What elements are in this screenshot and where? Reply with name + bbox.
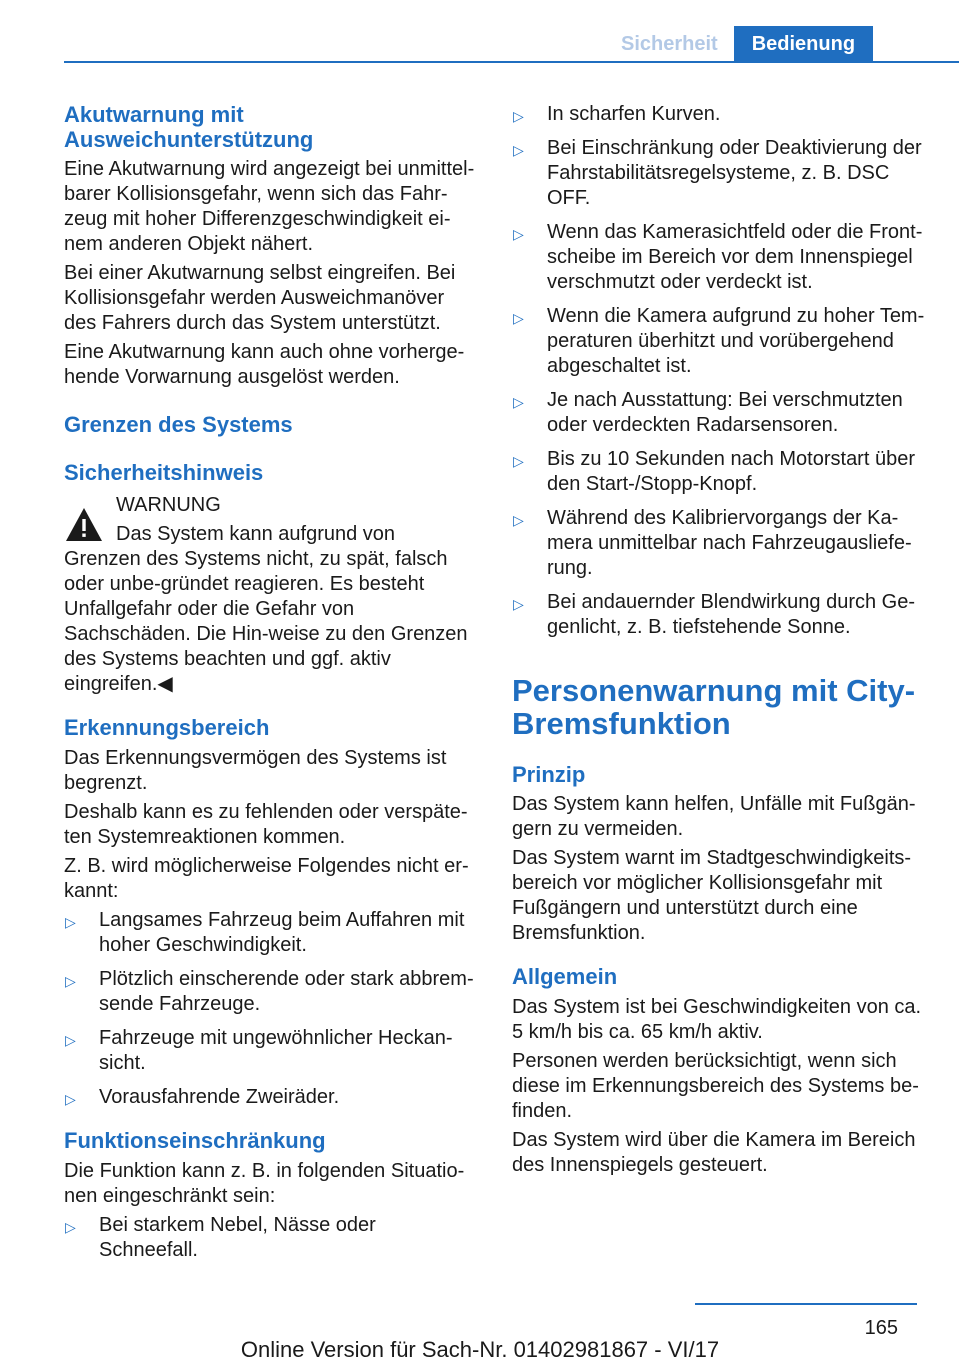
triangle-bullet-icon: ▷ bbox=[513, 108, 524, 124]
list-item bbox=[64, 908, 476, 958]
triangle-bullet-icon: ▷ bbox=[513, 142, 524, 158]
list-item-text: Vorausfahrende Zweiräder. bbox=[99, 1086, 340, 1108]
tab-sicherheit[interactable]: Sicherheit bbox=[605, 26, 734, 62]
online-version-note: Online Version für Sach-Nr. 01402981867 - VI/17 bbox=[240, 1337, 720, 1362]
list-erkennung bbox=[64, 908, 476, 1110]
footer-rule bbox=[695, 1303, 917, 1305]
list-item-text: Bei Einschränkung oder Deaktivierung der Fahrstabilitätsregelsysteme, z. B. DSC OFF. bbox=[547, 137, 922, 209]
paragraph: Das System ist bei Geschwindigkeiten von ca. 5 km/h bis ca. 65 km/h aktiv. bbox=[512, 996, 922, 1043]
list-item-text: Während des Kalibriervorgangs der Ka‐mera unmittelbar nach Fahrzeugausliefe‐rung. bbox=[547, 507, 912, 579]
heading-prinzip: Prinzip bbox=[512, 762, 586, 787]
list-item-text: Bis zu 10 Sekunden nach Motorstart über den Start-/Stopp-Knopf. bbox=[547, 448, 915, 495]
list-item bbox=[64, 1085, 476, 1110]
warning-text: Das System kann aufgrund von Grenzen des Systems nicht, zu spät, falsch oder unbe‐gründet reagieren. Es besteht Unfallgefahr oder die Gefahr von Sachschäden. Die Hin‐weise zu den Grenzen des Systems beachten und ggf. aktiv eingreifen.◀ bbox=[64, 523, 468, 695]
right-column bbox=[512, 102, 925, 1182]
list-item-text: Je nach Ausstattung: Bei verschmutzten oder verdeckten Radarsensoren. bbox=[547, 389, 903, 436]
list-funktion bbox=[64, 1213, 476, 1263]
page-number: 165 bbox=[864, 1317, 898, 1339]
list-item bbox=[512, 590, 925, 640]
triangle-bullet-icon: ▷ bbox=[513, 512, 524, 528]
section-tabs bbox=[605, 26, 873, 62]
triangle-bullet-icon: ▷ bbox=[513, 226, 524, 242]
list-item bbox=[512, 506, 925, 581]
paragraph: Personen werden berücksichtigt, wenn sich diese im Erkennungsbereich des Systems be‐finden. bbox=[512, 1050, 919, 1122]
list-item-text: Wenn die Kamera aufgrund zu hoher Tem‐peraturen überhitzt und vorübergehend abgeschaltet ist. bbox=[547, 305, 925, 377]
heading-allgemein: Allgemein bbox=[512, 964, 618, 989]
triangle-bullet-icon: ▷ bbox=[513, 310, 524, 326]
heading-sicherheitshinweis: Sicherheitshinweis bbox=[64, 460, 264, 485]
triangle-bullet-icon: ▷ bbox=[65, 1091, 76, 1107]
list-item bbox=[512, 388, 925, 438]
list-item-text: In scharfen Kurven. bbox=[547, 103, 721, 125]
paragraph: Das System wird über die Kamera im Bereich des Innenspiegels gesteuert. bbox=[512, 1129, 916, 1176]
list-item-text: Plötzlich einscherende oder stark abbrem‐sende Fahrzeuge. bbox=[99, 968, 474, 1015]
triangle-bullet-icon: ▷ bbox=[65, 914, 76, 930]
triangle-bullet-icon: ▷ bbox=[513, 596, 524, 612]
triangle-bullet-icon: ▷ bbox=[513, 394, 524, 410]
list-item-text: Bei starkem Nebel, Nässe oder Schneefall. bbox=[99, 1214, 376, 1261]
list-item-text: Langsames Fahrzeug beim Auffahren mit hoher Geschwindigkeit. bbox=[99, 909, 465, 956]
paragraph: Deshalb kann es zu fehlenden oder verspäte‐ten Systemreaktionen kommen. bbox=[64, 801, 468, 848]
triangle-bullet-icon: ▷ bbox=[513, 453, 524, 469]
list-item bbox=[64, 1213, 476, 1263]
list-item-text: Bei andauernder Blendwirkung durch Ge‐genlicht, z. B. tiefstehende Sonne. bbox=[547, 591, 915, 638]
list-item bbox=[512, 304, 925, 379]
header-rule bbox=[64, 61, 959, 63]
warning-title: WARNUNG bbox=[116, 494, 221, 516]
heading-personenwarnung: Personenwarnung mit City-Bremsfunktion bbox=[512, 673, 916, 741]
paragraph: Z. B. wird möglicherweise Folgendes nicht er‐kannt: bbox=[64, 855, 469, 902]
left-column bbox=[64, 102, 476, 1272]
paragraph: Eine Akutwarnung wird angezeigt bei unmittel‐barer Kollisionsgefahr, wenn sich das Fahr‐zeug mit hoher Differenzgeschwindigkeit ei‐nem anderen Objekt nähert. bbox=[64, 158, 475, 255]
heading-funktionseinschraenkung: Funktionseinschränkung bbox=[64, 1128, 326, 1153]
list-item-text: Wenn das Kamerasichtfeld oder die Front‐scheibe im Bereich vor dem Innenspiegel verschmutzt oder verdeckt ist. bbox=[547, 221, 923, 293]
list-item-text: Fahrzeuge mit ungewöhnlicher Heckan‐sicht. bbox=[99, 1027, 453, 1074]
list-funktion-continued bbox=[512, 102, 925, 640]
paragraph: Die Funktion kann z. B. in folgenden Situatio‐nen eingeschränkt sein: bbox=[64, 1160, 465, 1207]
warning-triangle-icon bbox=[64, 505, 104, 545]
paragraph: Bei einer Akutwarnung selbst eingreifen. Bei Kollisionsgefahr werden Ausweichmanöver des Fahrers durch das System unterstützt. bbox=[64, 262, 456, 334]
tab-bedienung[interactable]: Bedienung bbox=[734, 26, 873, 62]
paragraph: Eine Akutwarnung kann auch ohne vorherge‐hende Vorwarnung ausgelöst werden. bbox=[64, 341, 465, 388]
paragraph: Das System warnt im Stadtgeschwindigkeits‐bereich vor möglicher Kollisionsgefahr mit Fußgängern und unterstützt durch eine Bremsfunktion. bbox=[512, 847, 912, 944]
list-item bbox=[512, 136, 925, 211]
list-item bbox=[64, 1026, 476, 1076]
paragraph: Das Erkennungsvermögen des Systems ist begrenzt. bbox=[64, 747, 447, 794]
heading-akutwarnung: Akutwarnung mit Ausweichunterstützung bbox=[64, 102, 314, 152]
warning-box bbox=[64, 493, 476, 518]
paragraph: Das System kann helfen, Unfälle mit Fußgän‐gern zu vermeiden. bbox=[512, 793, 916, 840]
list-item bbox=[512, 102, 925, 127]
triangle-bullet-icon: ▷ bbox=[65, 1219, 76, 1235]
list-item bbox=[512, 447, 925, 497]
heading-erkennungsbereich: Erkennungsbereich bbox=[64, 715, 270, 740]
triangle-bullet-icon: ▷ bbox=[65, 973, 76, 989]
heading-grenzen: Grenzen des Systems bbox=[64, 412, 293, 437]
list-item bbox=[512, 220, 925, 295]
list-item bbox=[64, 967, 476, 1017]
triangle-bullet-icon: ▷ bbox=[65, 1032, 76, 1048]
